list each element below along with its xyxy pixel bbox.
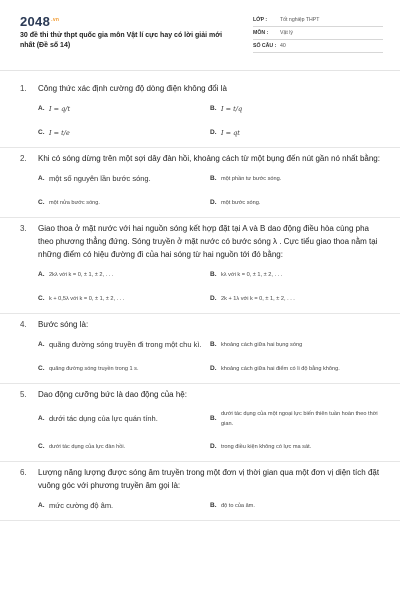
question-number: 4. — [20, 320, 27, 329]
option-letter: A. — [38, 415, 45, 422]
option-letter: A. — [38, 271, 45, 278]
option-text: I = t/q — [221, 105, 243, 113]
option-text: quãng đường sóng truyền đi trong một chu kì. — [49, 340, 202, 349]
option-letter: C. — [38, 295, 45, 302]
answer-option-d[interactable] — [210, 441, 382, 453]
option-letter: D. — [210, 365, 217, 372]
question-text: Bước sóng là: — [38, 320, 89, 329]
answer-option-b[interactable] — [210, 173, 382, 185]
option-text: 2kλ với k = 0, ± 1, ± 2, . . . — [49, 272, 114, 278]
option-letter: B. — [210, 175, 217, 182]
question-text: Công thức xác định cường độ dòng điện không đổi là — [38, 84, 227, 93]
answer-option-b[interactable] — [210, 269, 382, 281]
answer-options — [20, 401, 382, 461]
meta-key: MÔN : — [253, 30, 269, 36]
answer-options — [20, 492, 382, 520]
answer-options — [20, 165, 382, 217]
option-letter: C. — [38, 365, 45, 372]
answer-option-a[interactable] — [38, 173, 210, 185]
answer-option-d[interactable] — [210, 197, 382, 209]
option-text: quãng đường sóng truyền trong 1 s. — [49, 366, 139, 372]
option-letter: A. — [38, 341, 45, 348]
option-text: k + 0,5λ với k = 0, ± 1, ± 2, . . . — [49, 296, 125, 302]
question-6 — [0, 462, 400, 521]
option-letter: B. — [210, 415, 217, 422]
option-text: dưới tác dụng của lực đàn hồi. — [49, 444, 126, 450]
answer-option-b[interactable] — [210, 500, 382, 512]
answer-option-a[interactable] — [38, 103, 210, 115]
option-letter: D. — [210, 129, 217, 136]
answer-option-d[interactable] — [210, 363, 382, 375]
question-number: 1. — [20, 84, 27, 93]
answer-option-b[interactable] — [210, 103, 382, 115]
option-text: một nửa bước sóng. — [49, 200, 100, 206]
question-2 — [0, 148, 400, 218]
option-letter: D. — [210, 295, 217, 302]
answer-option-c[interactable] — [38, 363, 210, 375]
option-text: dưới tác dụng của lực quán tính. — [49, 414, 158, 423]
answer-option-a[interactable] — [38, 339, 210, 351]
question-3 — [0, 218, 400, 314]
answer-options — [20, 331, 382, 383]
question-number: 5. — [20, 390, 27, 399]
question-stem — [20, 314, 382, 331]
option-letter: B. — [210, 105, 217, 112]
question-text: Giao thoa ở mặt nước với hai nguồn sóng kết hợp đặt tại A và B dao động điều hòa cùng pha theo phương thẳng đứng. Sóng truyền ở mặt nước có bước sóng λ . Cực tiểu giao thoa nằm tại những điểm có hiệu đường đi của hai sóng từ hai nguồn tới đó bằng: — [38, 224, 378, 259]
option-text: trong điều kiện không có lực ma sát. — [221, 444, 312, 450]
option-letter: C. — [38, 199, 45, 206]
header-divider — [0, 70, 400, 71]
option-text: độ to của âm. — [221, 503, 255, 509]
answer-option-c[interactable] — [38, 441, 210, 453]
answer-option-d[interactable] — [210, 127, 382, 139]
option-letter: C. — [38, 443, 45, 450]
question-stem — [20, 384, 382, 401]
answer-options — [20, 261, 382, 313]
option-text: I = qt — [221, 129, 240, 137]
question-list — [0, 78, 400, 521]
answer-option-a[interactable] — [38, 269, 210, 281]
answer-option-b[interactable] — [210, 339, 382, 351]
meta-row-count — [253, 40, 383, 53]
answer-option-c[interactable] — [38, 127, 210, 139]
option-text: I = q/t — [49, 105, 71, 113]
option-letter: A. — [38, 175, 45, 182]
option-letter: B. — [210, 271, 217, 278]
answer-option-c[interactable] — [38, 197, 210, 209]
option-text: một phần tư bước sóng. — [221, 176, 282, 182]
exam-title: 30 đề thi thử thpt quốc gia môn Vật lí cực hay có lời giải mới nhất (Đề số 14) — [20, 32, 223, 49]
option-text: một bước sóng. — [221, 200, 261, 206]
question-text: Lượng năng lượng được sóng âm truyền trong một đơn vị thời gian qua một đơn vị diện tích đặt vuông góc với phương truyền âm gọi là: — [38, 468, 380, 490]
header — [0, 0, 400, 64]
option-text: khoảng cách giữa hai bụng sóng — [221, 342, 303, 348]
option-letter: A. — [38, 502, 45, 509]
logo-text: 2048 — [20, 14, 51, 29]
question-stem — [20, 462, 382, 492]
exam-meta — [253, 14, 383, 53]
site-logo[interactable] — [20, 14, 59, 29]
question-stem — [20, 218, 382, 261]
meta-value: Vật lý — [280, 30, 293, 36]
option-text: mức cường độ âm. — [49, 501, 114, 510]
option-text: kλ với k = 0, ± 1, ± 2, . . . — [221, 272, 283, 278]
logo-suffix: .vn — [51, 16, 60, 23]
option-text: I = t/e — [49, 129, 70, 137]
question-text: Khi có sóng dừng trên một sợi dây đàn hồi, khoảng cách từ một bụng đến nút gần nó nhất bằng: — [38, 154, 380, 163]
question-stem — [20, 78, 382, 95]
option-text: một số nguyên lần bước sóng. — [49, 174, 151, 183]
answer-option-a[interactable] — [38, 409, 210, 429]
option-letter: B. — [210, 502, 217, 509]
question-stem — [20, 148, 382, 165]
question-number: 2. — [20, 154, 27, 163]
option-text: khoảng cách giữa hai điểm có li độ bằng không. — [221, 366, 340, 372]
question-number: 3. — [20, 224, 27, 233]
meta-row-subject — [253, 27, 383, 40]
option-letter: C. — [38, 129, 45, 136]
option-letter: D. — [210, 443, 217, 450]
option-letter: D. — [210, 199, 217, 206]
answer-options — [20, 95, 382, 147]
answer-option-b[interactable] — [210, 409, 382, 429]
meta-row-class — [253, 14, 383, 27]
answer-option-c[interactable] — [38, 293, 210, 305]
answer-option-d[interactable] — [210, 293, 382, 305]
meta-value: Tốt nghiệp THPT — [280, 17, 320, 23]
question-1 — [0, 78, 400, 148]
question-5 — [0, 384, 400, 462]
meta-key: LỚP : — [253, 17, 268, 23]
meta-key: SỐ CÂU : — [253, 43, 277, 49]
option-text: 2k + 1λ với k = 0, ± 1, ± 2, . . . — [221, 296, 295, 302]
option-text: dưới tác dụng của một ngoại lực biến thiên tuần hoàn theo thời gian. — [221, 411, 378, 427]
option-letter: B. — [210, 341, 217, 348]
question-text: Dao động cưỡng bức là dao động của hệ: — [38, 390, 187, 399]
question-number: 6. — [20, 468, 27, 477]
option-letter: A. — [38, 105, 45, 112]
question-4 — [0, 314, 400, 384]
meta-value: 40 — [280, 43, 286, 49]
answer-option-a[interactable] — [38, 500, 210, 512]
